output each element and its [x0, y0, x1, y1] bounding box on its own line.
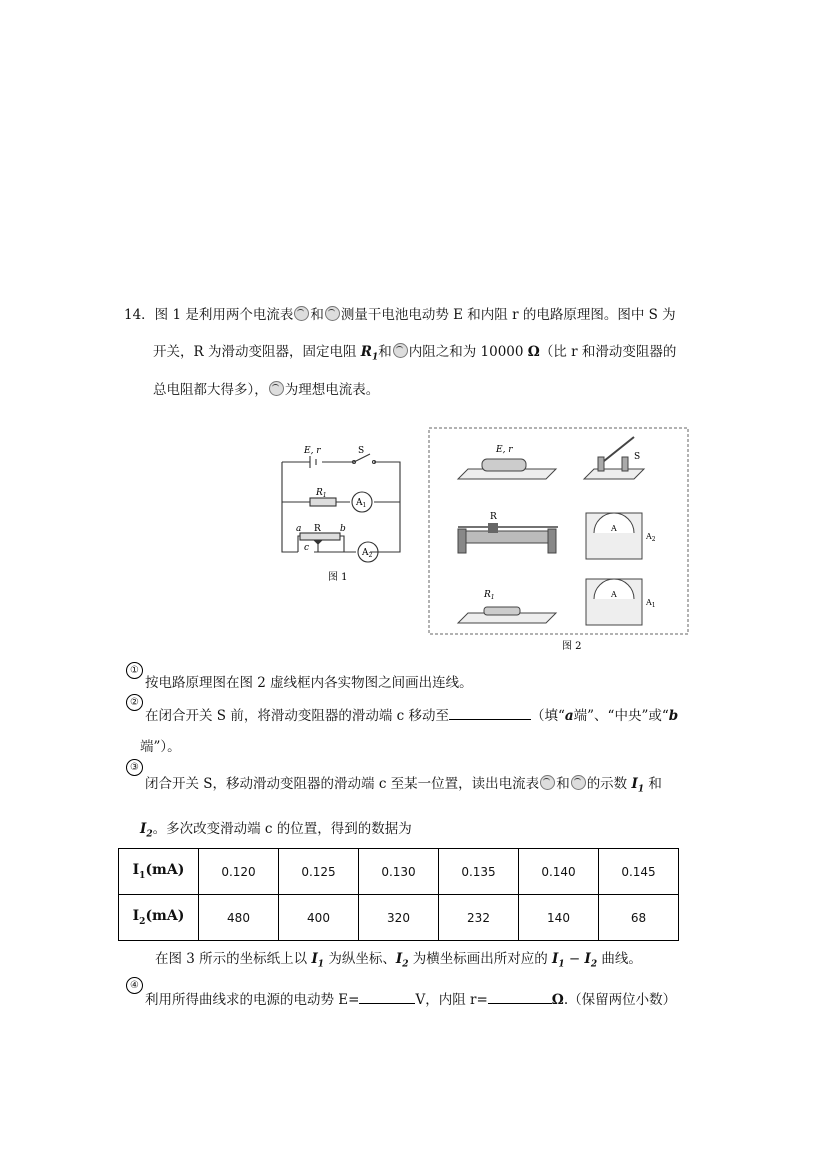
part-number-1: ① — [126, 662, 143, 679]
data-table — [118, 848, 679, 941]
ammeter-a1-apparatus — [586, 579, 656, 625]
part2-line2: 端”）。 — [140, 739, 181, 755]
a1-label: $A_1$ — [356, 498, 367, 509]
svg-text:S: S — [634, 452, 641, 462]
question-stem-line1: 14．图 1 是利用两个电流表 和 测量干电池电动势 E 和内阻 r 的电路原理图。图中 S 为 — [124, 307, 676, 323]
svg-text:E, r: E, r — [496, 445, 513, 455]
rheostat-apparatus — [458, 512, 558, 553]
r1-apparatus — [458, 590, 556, 623]
table-cell: 0.145 — [599, 849, 679, 895]
table-cell: 232 — [439, 895, 519, 941]
battery-label: E, r — [304, 446, 321, 456]
table-row-i1 — [119, 849, 679, 895]
ammeter-a1-icon — [540, 775, 555, 790]
rheostat-label: R — [314, 524, 321, 534]
part2-line1: 在闭合开关 S 前，将滑动变阻器的滑动端 c 移动至 （填“a端”、“中央”或“b — [145, 708, 679, 724]
ammeter-a2-icon — [269, 381, 284, 396]
table-cell: 320 — [359, 895, 439, 941]
part3-line1: 闭合开关 S，移动滑动变阻器的滑动端 c 至某一位置，读出电流表 和 的示数 $I_1$ 和 — [145, 776, 662, 795]
table-cell: 480 — [199, 895, 279, 941]
question-stem-line3: 总电阻都大得多）， 为理想电流表。 — [153, 382, 380, 398]
part3-line2: $I_2$。多次改变滑动端 c 的位置，得到的数据为 — [140, 821, 412, 840]
ammeter-a2-apparatus — [586, 513, 656, 559]
table-cell: 0.135 — [439, 849, 519, 895]
svg-text:R1: $R_1$ — [484, 590, 495, 601]
part-number-3: ③ — [126, 759, 143, 776]
ammeter-a2-icon — [325, 306, 340, 321]
ammeter-a2-icon — [571, 775, 586, 790]
part4-text: 利用所得曲线求的电源的电动势 E= V，内阻 r= Ω.（保留两位小数） — [145, 992, 677, 1008]
table-cell: 0.130 — [359, 849, 439, 895]
answer-blank-emf[interactable] — [359, 1003, 415, 1004]
ammeter-a1-icon — [393, 343, 408, 358]
row-header-i1: $I_1(mA)$ — [119, 849, 199, 895]
question-stem-line2: 开关，R 为滑动变阻器，固定电阻 $R_1$和 内阻之和为 10000 Ω（比 r 和滑动变阻器的 — [153, 344, 677, 363]
figure1-caption: 图 1 — [328, 572, 348, 583]
svg-text:A: A — [611, 524, 617, 533]
table-cell: 0.125 — [279, 849, 359, 895]
table-cell: 400 — [279, 895, 359, 941]
part-number-2: ② — [126, 694, 143, 711]
battery-apparatus — [458, 445, 556, 479]
switch-label: S — [358, 446, 365, 456]
answer-blank-slider-position[interactable] — [449, 719, 531, 720]
answer-blank-resistance[interactable] — [488, 1003, 552, 1004]
figure2-caption: 图 2 — [562, 641, 582, 652]
table-cell: 140 — [519, 895, 599, 941]
figure2-apparatus — [428, 427, 690, 657]
table-cell: 0.140 — [519, 849, 599, 895]
figure1-circuit-diagram — [270, 440, 420, 590]
part-number-4: ④ — [126, 977, 143, 994]
end-a-label: a — [296, 524, 302, 534]
row-header-i2: $I_2(mA)$ — [119, 895, 199, 941]
svg-text:R: R — [490, 512, 497, 522]
switch-apparatus — [584, 437, 644, 479]
table-cell: 0.120 — [199, 849, 279, 895]
part1-text: 按电路原理图在图 2 虚线框内各实物图之间画出连线。 — [145, 675, 473, 691]
end-b-label: b — [340, 524, 346, 534]
a2-label: $A_2$ — [362, 548, 373, 559]
table-cell: 68 — [599, 895, 679, 941]
slider-c-label: c — [304, 543, 310, 553]
ammeter-a1-icon — [294, 306, 309, 321]
svg-text:A1: $A_1$ — [646, 598, 656, 609]
part3-line3: 在图 3 所示的坐标纸上以 $I_1$ 为纵坐标、$I_2$ 为横坐标画出所对应的 $I_1 - I_2$ 曲线。 — [155, 951, 642, 970]
table-row-i2 — [119, 895, 679, 941]
r1-label: $R_1$ — [316, 488, 327, 499]
svg-text:A2: $A_2$ — [646, 532, 656, 543]
svg-text:A: A — [611, 590, 617, 599]
